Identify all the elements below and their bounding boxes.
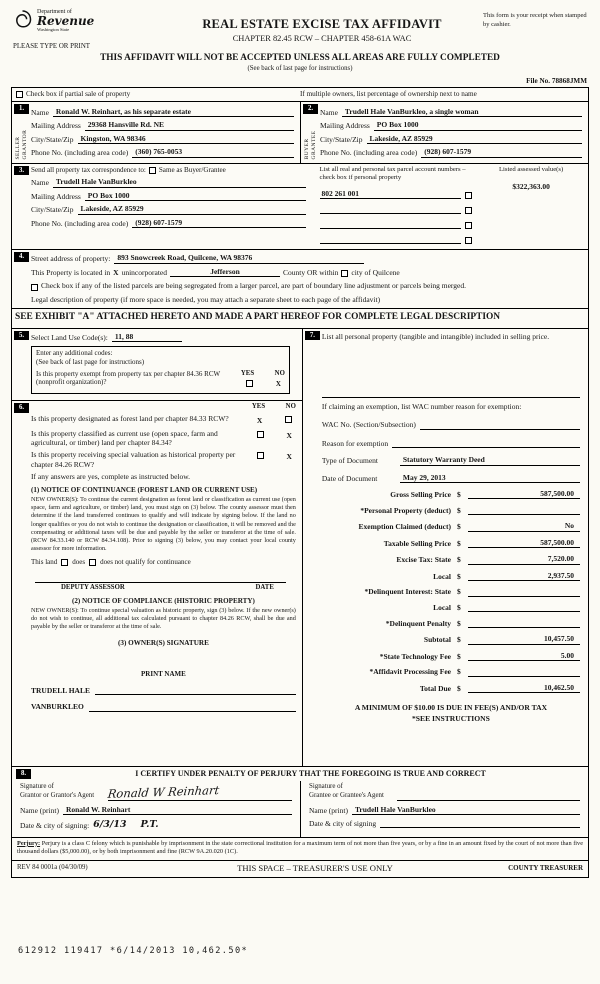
rev-number: REV 84 0001a (04/30/09) [17,863,88,871]
treasurer-space-label: THIS SPACE – TREASURER'S USE ONLY [237,862,393,873]
delinquent-penalty-label: *Delinquent Penalty [385,618,451,628]
parcel-line-4 [320,235,462,244]
correspondence-fields [12,164,312,250]
excise-tax-state-row [322,554,580,564]
state-technology-fee-label: *State Technology Fee [379,651,451,661]
grantee-signature-line[interactable] [397,785,580,801]
personal-property-blank-area [322,344,580,398]
section4-number: 4. [14,252,29,262]
perjury-note [12,837,588,860]
dollar-sign: $ [457,683,461,693]
buyer-word: BUYER [304,138,310,160]
seller-grantor-side-label [15,120,29,160]
does-checkbox[interactable] [61,559,68,566]
notice-continuance-title: (1) NOTICE OF CONTINUANCE (FOREST LAND OR CURRENT USE) [31,486,258,495]
assessed-value: $322,363.00 [512,182,550,192]
buyer-city-label: City/State/Zip [320,134,363,144]
forest-land-question: Is this property designated as forest land per chapter 84.33 RCW? [31,414,229,424]
type-of-document-value: Statutory Warranty Deed [400,455,580,465]
seller-phone-label: Phone No. (including area code) [31,148,129,158]
reason-blank-line [392,440,580,448]
grantor-date-label: Date & city of signing: [20,821,90,831]
property-address-section [12,250,588,309]
logo-revenue-label: Revenue [37,13,95,28]
completion-warning: THIS AFFIDAVIT WILL NOT BE ACCEPTED UNLESS ALL AREAS ARE FULLY COMPLETED [100,53,500,63]
does-not-label: does not qualify for continuance [100,557,191,566]
delinquent-penalty-value [468,619,580,628]
header-center [161,8,483,44]
parcel-line-2 [320,205,462,214]
revenue-logo [11,8,161,33]
exemption-note: If claiming an exemption, list WAC number reason for exemption: [321,402,522,411]
notice-compliance-body: NEW OWNER(S): To continue special valuation as historic property, sign (3) below. If the new owner(s) do not wish to continue, all additional tax calculated pursuant to chapter 84.26 RCW, shall be due and payable by the seller or transferor at the time of sale. [31,606,296,630]
yes-header: YES [240,369,255,377]
seller-name-label: Name [31,108,49,118]
form-title: REAL ESTATE EXCISE TAX AFFIDAVIT [202,17,442,31]
gross-selling-price-label: Gross Selling Price [390,490,451,500]
exempt-yes-no [241,370,285,389]
logo-text [37,9,94,33]
exemption-claimed-label: Exemption Claimed (deduct) [358,522,451,532]
grantor-name-value: Ronald W. Reinhart [63,805,292,815]
delinquent-interest-local-value [468,603,580,612]
buyer-phone-label: Phone No. (including area code) [320,148,418,158]
subtotal-label: Subtotal [423,635,451,645]
personal-property-checkbox-4[interactable] [465,237,472,244]
forest-yes-mark: X [256,416,263,426]
if-any-note: If any answers are yes, complete as instructed below. [31,472,191,482]
segregated-label: Check box if any of the listed parcels are being segregated from a larger parcel, are part of boundary line adjustment or parcels being merged. [41,281,466,291]
print-name-label: PRINT NAME [141,670,186,679]
dollar-sign: $ [457,603,461,612]
seller-city-value: Kingston, WA 98346 [78,134,295,144]
dollar-sign: $ [457,667,461,677]
total-due-row [322,683,580,693]
seller-phone-value: (360) 765-0053 [132,147,294,157]
logo-dept-label: Department of [37,8,72,15]
form-footer [12,860,588,877]
parcel-header: List all real and personal tax parcel account numbers – check box if personal property [319,165,466,182]
historical-question: Is this property receiving special valuation as historical property per chapter 84.26 RCW? [31,450,236,469]
corr-name-label: Name [31,178,49,188]
buyer-phone-value: (928) 607-1579 [421,147,582,157]
personal-property-checkbox-2[interactable] [465,207,472,214]
owners-signature-label: (3) OWNER(S) SIGNATURE [117,639,209,648]
deputy-date-label: DATE [255,583,274,591]
partial-sale-label: Check box if partial sale of property [26,90,131,99]
grantor-signature-block [12,781,300,837]
print-name-underline-2 [89,704,296,712]
tax-correspondence-section [12,164,588,251]
grantee-date-label: Date & city of signing [309,818,377,828]
additional-codes-label: Enter any additional codes: [36,349,113,357]
state-technology-fee-row [322,651,580,661]
grantee-signature-label [309,783,397,801]
partial-sale-row [12,88,588,102]
excise-tax-state-value: 7,520.00 [468,554,580,564]
parcel-line-3 [320,220,462,229]
file-number: File No. 78868JMM [526,77,587,86]
corr-city-label: City/State/Zip [31,205,74,215]
city-of-label: city of Quilcene [351,267,400,277]
street-address-value: 893 Snowcreek Road, Quilcene, WA 98376 [114,253,364,263]
cashier-stamp: 612912 119417 *6/14/2013 10,462.50* [18,946,249,956]
corr-mailing-label: Mailing Address [31,191,81,201]
taxable-selling-price-row [322,538,580,548]
additional-codes-box [31,346,290,394]
county-value: Jefferson [170,267,280,277]
dollar-sign: $ [457,538,461,548]
corr-phone-value: (928) 607-1579 [132,218,305,228]
buyer-mailing-value: PO Box 1000 [374,120,582,130]
land-use-label: Select Land Use Code(s): [31,332,108,342]
county-treasurer-label: COUNTY TREASURER [508,863,583,872]
gross-selling-price-row [322,489,580,499]
classification-section [12,400,302,716]
buyer-name-value: Trudell Hale VanBurkleo, a single woman [342,107,582,117]
personal-property-deduct-row [322,506,580,515]
grantor-date-value: 6/3/13 [93,818,127,830]
forest-no-checkbox[interactable] [285,416,292,423]
this-land-label: This land [31,557,58,566]
dollar-sign: $ [457,635,461,645]
affidavit-processing-fee-label: *Affidavit Processing Fee [369,667,451,677]
buyer-name-label: Name [320,108,338,118]
dollar-sign: $ [457,490,461,500]
same-as-buyer-checkbox[interactable] [149,167,156,174]
left-column [12,329,303,766]
excise-tax-local-label: Local [433,571,451,581]
parcel-area [312,164,588,250]
exempt-yes-checkbox[interactable] [246,380,253,387]
minimum-note-text: A MINIMUM OF $10.00 IS DUE IN FEE(S) AND/OR TAX [354,703,548,713]
corr-mailing-value: PO Box 1000 [85,191,306,201]
section8-number: 8. [16,769,31,779]
parcel-column [320,166,473,245]
seller-word: SELLER [15,136,21,160]
no-header-2: NO [285,402,296,410]
delinquent-interest-state-label: *Delinquent Interest: State [364,587,451,597]
historical-no-mark: X [286,452,292,462]
seller-city-label: City/State/Zip [31,134,74,144]
notice-compliance-title: (2) NOTICE OF COMPLIANCE (HISTORIC PROPERTY) [72,597,255,605]
grantee-agent-label: Grantee or Grantee's Agent [309,791,384,799]
section2-number: 2. [303,104,318,114]
grantor-signature-of: Signature of [20,782,54,790]
exempt-no-mark: X [275,379,281,388]
buyer-city-value: Lakeside, AZ 85929 [367,134,583,144]
county-suffix: County OR within [282,267,339,277]
excise-tax-state-label: Excise Tax: State [396,555,451,565]
excise-tax-local-row [322,571,580,581]
dollar-sign: $ [457,587,461,597]
see-instructions-text: *SEE INSTRUCTIONS [412,714,490,724]
located-prefix: This Property is located in [31,267,111,277]
land-qualify-row [31,558,296,567]
delinquent-interest-local-row [322,603,580,612]
legal-description-label: Legal description of property (if more space is needed, you may attach a separate sheet to each page of the affidavit) [31,294,381,304]
deputy-assessor-label: DEPUTY ASSESSOR [61,583,125,591]
segregated-checkbox[interactable] [31,284,38,291]
unincorporated-mark: X [113,267,119,277]
street-address-label: Street address of property: [31,254,111,264]
parcel-number-value: 802 261 001 [320,189,462,199]
partial-sale-left [16,90,300,99]
grantor-name-label: Name (print) [20,805,59,815]
print-name-line1: TRUDELL HALE [31,685,90,695]
multiple-owners-note: If multiple owners, list percentage of ownership next to name [300,90,477,99]
section5-number: 5. [14,331,29,341]
section1-number: 1. [14,104,29,114]
personal-property-checkbox-1[interactable] [465,192,472,199]
delinquent-interest-state-value [468,588,580,597]
delinquent-interest-local-label: Local [433,603,451,612]
buyer-grantee-side-label [304,120,318,160]
notice-continuance-body: NEW OWNER(S): To continue the current designation as forest land or classification as current use (open space, farm and agriculture, or timber) land, you must sign on (3) below. The county assessor must then determine if the land transferred continues to qualify and will indicate by signing below. If the land no longer qualifies or you do not wish to continue the designation or classification, it will be removed and the compensating or additional taxes will be due and payable by the seller or transferor at the time of sale. (RCW 84.33.140 or RCW 84.34.108). Prior to signing (3) below, you may contact your local county assessor for more information. [31,496,296,552]
yes-header-2: YES [251,402,266,410]
taxable-selling-price-label: Taxable Selling Price [383,538,451,548]
taxable-selling-price-value: 587,500.00 [468,538,580,548]
grantee-date-blank [380,820,580,828]
receipt-note: This form is your receipt when stamped by cashier. [483,12,587,28]
grantor-agent-label: Grantor or Grantor's Agent [20,791,95,799]
revenue-swirl-icon [11,8,34,33]
historical-yes-checkbox[interactable] [257,452,264,459]
header-left [11,8,161,52]
form-body [11,87,589,877]
state-technology-fee-value: 5.00 [468,651,580,661]
excise-tax-local-value: 2,937.50 [468,571,580,581]
grantee-name-label: Name (print) [309,805,348,815]
dollar-sign: $ [457,555,461,565]
unincorporated-label: unincorporated [121,267,167,277]
selling-price-section [303,329,588,729]
dollar-sign: $ [457,618,461,628]
see-back-note: (See back of last page for instructions) [247,64,353,72]
perjury-label: Perjury: [17,839,41,847]
dollar-sign: $ [457,522,461,532]
subtotal-value: 10,457.50 [468,634,580,644]
wac-label: WAC No. (Section/Subsection) [321,420,416,430]
section3-number: 3. [14,166,29,176]
personal-property-label: List all personal property (tangible and intangible) included in selling price. [321,331,550,341]
grantor-signature-line[interactable] [107,782,292,801]
dollar-sign: $ [457,651,461,661]
section7-number: 7. [305,331,320,341]
right-column [303,329,588,766]
deputy-signature-line [35,569,286,583]
exhibit-line: SEE EXHIBIT "A" ATTACHED HERETO AND MADE A PART HEREOF FOR COMPLETE LEGAL DESCRIPTION [12,309,588,329]
date-of-document-value: May 29, 2013 [400,473,580,483]
personal-property-deduct-label: *Personal Property (deduct) [360,505,451,515]
partial-sale-checkbox[interactable] [16,91,23,98]
affidavit-processing-fee-row [322,667,580,676]
certify-text: I CERTIFY UNDER PENALTY OF PERJURY THAT THE FOREGOING IS TRUE AND CORRECT [135,768,486,778]
form-header [11,8,589,52]
seller-grantor-section [12,102,300,163]
middle-columns [12,329,588,767]
exemption-claimed-value: No [468,521,580,531]
gross-selling-price-value: 587,500.00 [468,489,580,499]
certification-section [12,767,588,837]
date-of-document-label: Date of Document [321,473,378,483]
corr-city-value: Lakeside, AZ 85929 [78,204,306,214]
wac-blank-line [420,422,580,430]
personal-property-checkbox-3[interactable] [465,222,472,229]
grantor-word: GRANTOR [22,129,29,160]
affidavit-processing-fee-value [468,668,580,677]
grantee-name-value: Trudell Hale VanBurkleo [352,805,580,815]
grantee-signature-of: Signature of [309,782,343,790]
current-use-yes-checkbox[interactable] [257,431,264,438]
print-name-line2: VANBURKLEO [31,702,84,712]
current-use-no-mark: X [286,430,292,440]
grantee-word: GRANTEE [311,130,318,160]
grantor-signature-label [20,783,108,801]
assessed-header: Listed assessed value(s) [498,165,564,173]
does-label: does [72,557,86,566]
corr-name-value: Trudell Hale VanBurkleo [53,177,306,187]
current-use-question: Is this property classified as current use (open space, farm and agricultural, or timber) land per chapter 84.34? [31,428,218,447]
does-not-checkbox[interactable] [89,559,96,566]
perjury-body: Perjury is a class C felony which is punishable by imprisonment in the state correctional institution for a maximum term of not more than five years, or by a fine in an amount fixed by the court of not more than five thousand dollars ($5,000.00), or by both imprisonment and fine (RCW 9A.20.020 (1C). [17,839,583,856]
deputy-row [31,583,296,592]
seller-mailing-value: 29368 Hansville Rd. NE [85,120,294,130]
logo-state-label: Washington State [37,26,70,32]
see-back-note-2: (See back of last page for instructions) [36,357,145,366]
grantor-signature-value: Ronald W Reinhart [107,782,220,801]
city-checkbox[interactable] [341,270,348,277]
section6-number: 6. [14,403,29,413]
delinquent-penalty-row [322,619,580,628]
total-due-value: 10,462.50 [468,683,580,693]
personal-property-deduct-value [468,506,580,515]
assessed-column [480,166,582,245]
parties-row [12,102,588,164]
no-header: NO [274,369,285,377]
grantee-signature-block [300,781,588,837]
land-use-codes: 11, 88 [112,332,182,342]
send-correspondence-label: Send all property tax correspondence to: [31,165,146,174]
print-name-underline-1 [95,687,296,695]
buyer-grantee-section [300,102,588,163]
dollar-sign: $ [457,505,461,515]
same-as-buyer-label: Same as Buyer/Grantee [158,165,226,174]
corr-phone-label: Phone No. (including area code) [31,218,129,228]
seller-name-value: Ronald W. Reinhart, as his separate estate [53,107,294,117]
reason-label: Reason for exemption [321,438,389,448]
exempt-question: Is this property exempt from property tax per chapter 84.36 RCW (nonprofit organization)? [36,369,220,387]
exemption-claimed-row [322,521,580,531]
seller-mailing-label: Mailing Address [31,121,81,131]
grantor-city-value: P.T. [140,818,159,830]
minimum-fee-note [322,702,580,724]
buyer-mailing-label: Mailing Address [320,121,370,131]
total-due-label: Total Due [419,683,451,693]
subtotal-row [322,634,580,644]
dollar-sign: $ [457,571,461,581]
please-type-label: PLEASE TYPE OR PRINT [13,43,91,51]
type-of-document-label: Type of Document [321,456,379,466]
land-use-section [12,329,302,400]
delinquent-interest-state-row [322,587,580,596]
form-subtitle: CHAPTER 82.45 RCW – CHAPTER 458-61A WAC [232,33,412,43]
